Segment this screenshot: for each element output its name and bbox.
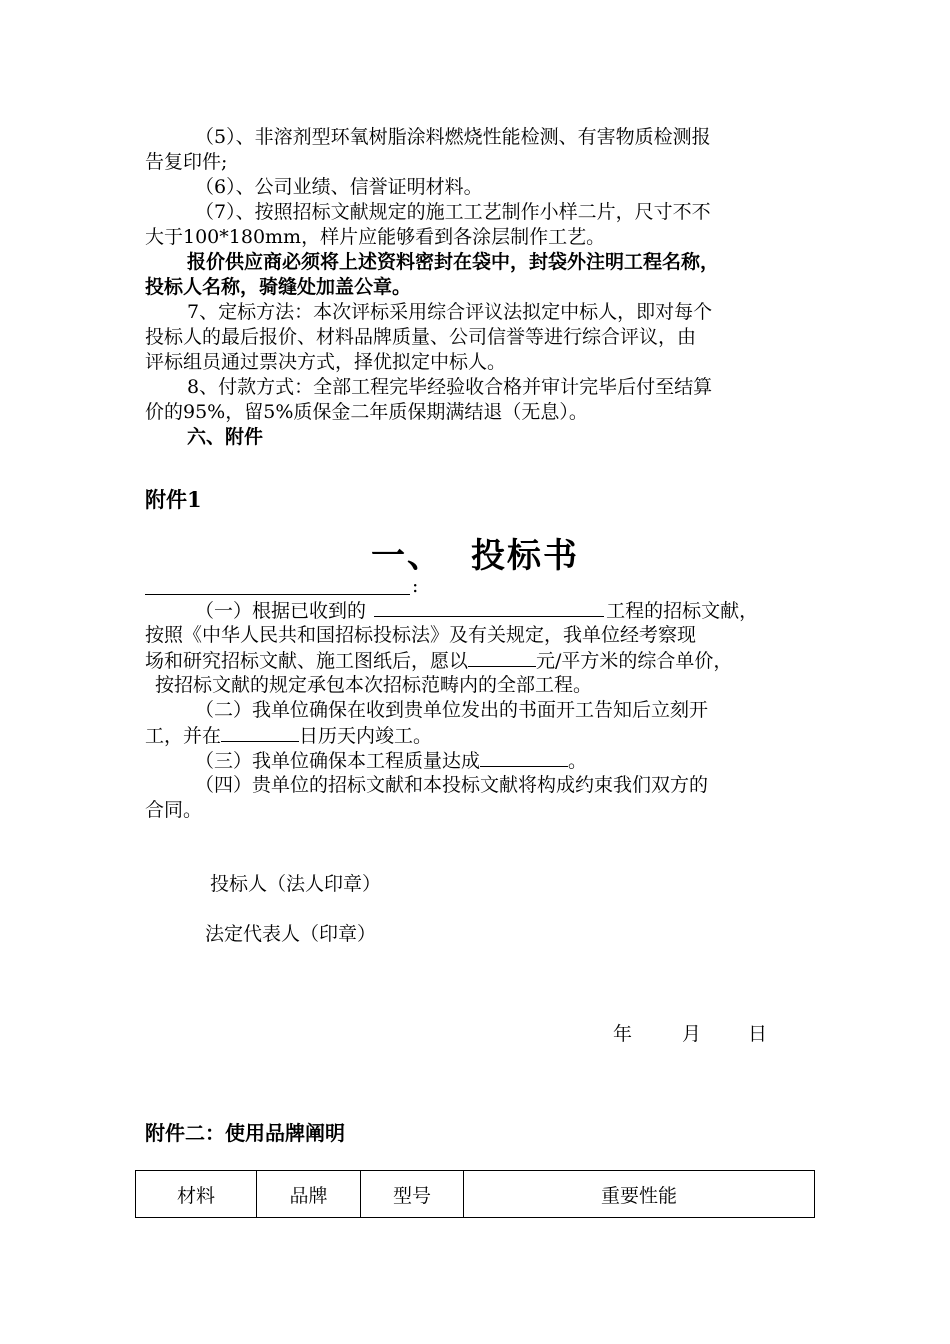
clause-1-line-1 xyxy=(145,598,865,624)
item-7-line-2: 大于100*180mm，样片应能够看到各涂层制作工艺。 xyxy=(145,226,606,248)
clause-1-text-a: （一）根据已收到的 xyxy=(195,600,367,622)
clause-1-text-d: 元/平方米的综合单价， xyxy=(536,650,733,672)
clause-2-text-a: 工，并在 xyxy=(145,725,222,747)
addressee-blank xyxy=(145,594,410,595)
seal-notice-line-1: 报价供应商必须将上述资料密封在袋中，封袋外注明工程名称， xyxy=(187,251,720,273)
clause-2-line-1: （二）我单位确保在收到贵单位发出的书面开工告知后立刻开 xyxy=(195,699,709,721)
brand-table-header-row xyxy=(136,1171,815,1218)
item-7-line-1: （7）、按照招标文献规定的施工工艺制作小样二片，尺寸不不 xyxy=(195,201,711,223)
addressee-colon: : xyxy=(412,575,419,597)
clause-1-text-c: 场和研究招标文献、施工图纸后，愿以 xyxy=(145,650,469,672)
header-brand: 品牌 xyxy=(257,1171,361,1218)
title-number: 一、 xyxy=(371,536,443,576)
date-year-label: 年 xyxy=(613,1023,633,1045)
clause-1-line-3 xyxy=(145,648,815,674)
item-5-line-2: 告复印件; xyxy=(145,151,228,173)
payment-line-1: 8、付款方式：全部工程完毕经验收合格并审计完毕后付至结算 xyxy=(187,376,713,398)
title-text: 投标书 xyxy=(471,536,579,576)
attachment-2-title: 附件二：使用品牌阐明 xyxy=(145,1121,345,1145)
header-material: 材料 xyxy=(136,1171,257,1218)
seal-notice-line-2: 投标人名称，骑缝处加盖公章。 xyxy=(145,276,412,298)
clause-1-line-4: 按招标文献的规定承包本次招标范畴内的全部工程。 xyxy=(155,674,593,696)
item-5-line-1: （5）、非溶剂型环氧树脂涂料燃烧性能检测、有害物质检测报 xyxy=(195,126,711,148)
clause-3 xyxy=(145,748,865,774)
section-6-heading: 六、附件 xyxy=(187,426,264,448)
item-6: （6）、公司业绩、信誉证明材料。 xyxy=(195,176,483,198)
method-line-1: 7、定标方法：本次评标采用综合评议法拟定中标人，即对每个 xyxy=(187,301,713,323)
project-name-blank xyxy=(374,598,604,617)
clause-2-line-2 xyxy=(145,723,815,749)
payment-line-2: 价的95%，留5%质保金二年质保期满结退（无息）。 xyxy=(145,401,588,423)
attachment-1-label: 附件1 xyxy=(145,487,202,512)
clause-1-line-2: 按照《中华人民共和国招标投标法》及有关规定，我单位经考察现 xyxy=(145,624,697,646)
header-key-performance: 重要性能 xyxy=(464,1171,815,1218)
brand-table xyxy=(135,1170,815,1218)
date-day-label: 日 xyxy=(748,1023,768,1045)
quality-blank xyxy=(480,748,568,767)
method-line-3: 评标组员通过票决方式，择优拟定中标人。 xyxy=(145,351,507,373)
legal-rep-seal-label: 法定代表人（印章） xyxy=(205,923,377,945)
header-model: 型号 xyxy=(361,1171,464,1218)
clause-2-text-b: 日历天内竣工。 xyxy=(299,725,433,747)
clause-1-text-b: 工程的招标文献， xyxy=(606,600,759,622)
date-month-label: 月 xyxy=(682,1023,702,1045)
bidder-seal-label: 投标人（法人印章） xyxy=(210,873,382,895)
duration-blank xyxy=(221,723,299,742)
method-line-2: 投标人的最后报价、材料品牌质量、公司信誉等进行综合评议，由 xyxy=(145,326,697,348)
bid-letter-title xyxy=(0,528,950,577)
clause-3-text-b: 。 xyxy=(568,750,588,772)
clause-4-line-2: 合同。 xyxy=(145,799,203,821)
clause-3-text-a: （三）我单位确保本工程质量达成 xyxy=(195,750,481,772)
clause-4-line-1: （四）贵单位的招标文献和本投标文献将构成约束我们双方的 xyxy=(195,774,709,796)
unit-price-blank xyxy=(468,648,536,667)
